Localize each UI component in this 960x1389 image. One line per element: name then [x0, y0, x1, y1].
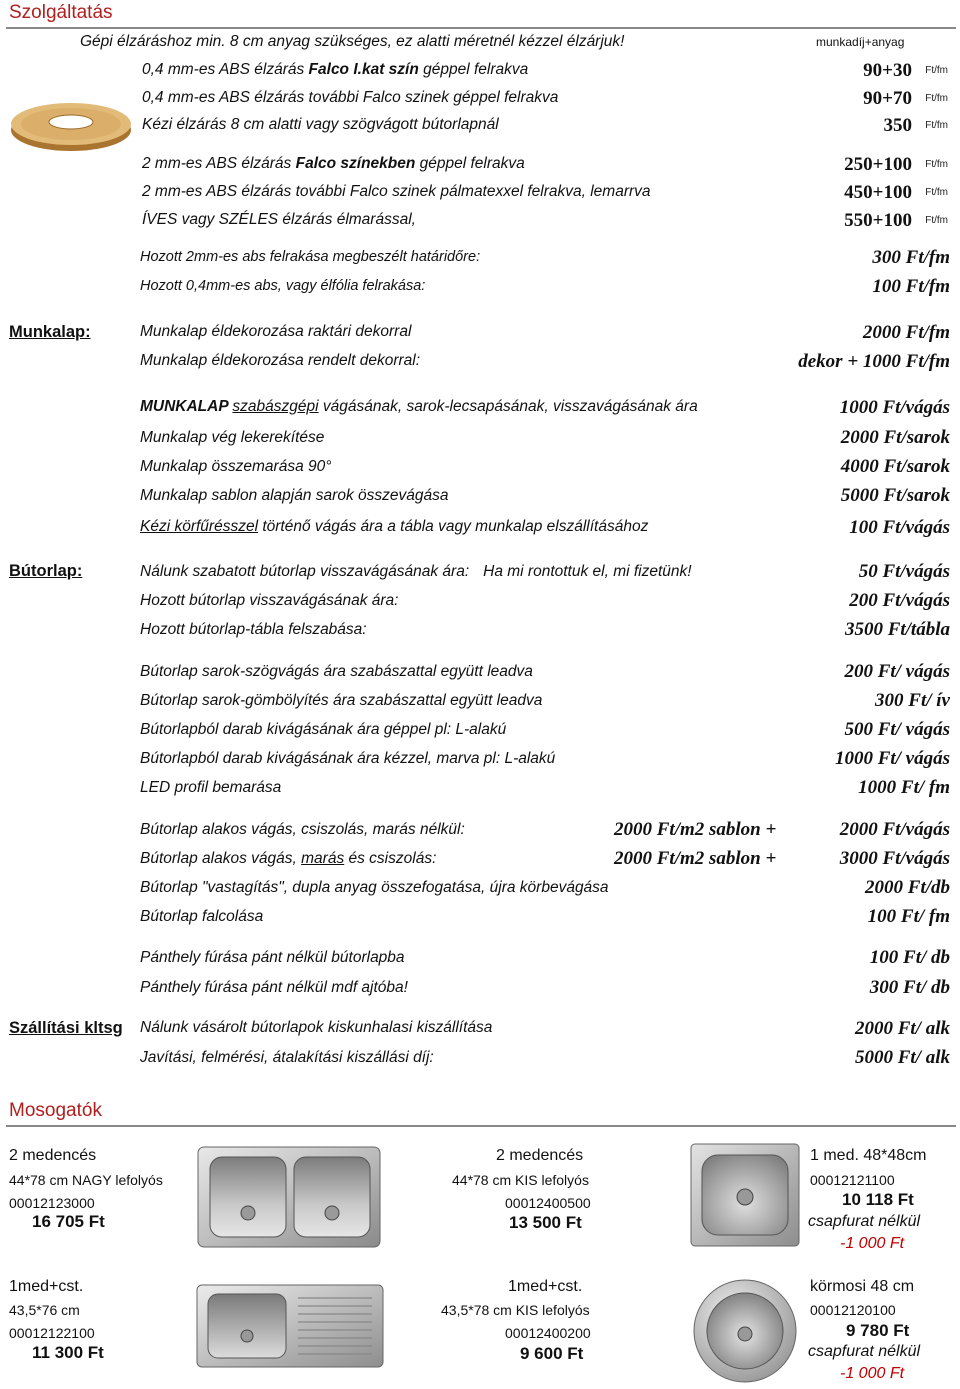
sink-with-drainer-image [194, 1282, 386, 1370]
sink-discount: -1 000 Ft [840, 1365, 905, 1382]
service-price: 1000 Ft/ vágás [834, 748, 950, 769]
service-price: 2000 Ft/db [865, 877, 950, 898]
sink-code: 00012400500 [505, 1195, 591, 1211]
template-price: 2000 Ft/m2 sablon + [614, 848, 777, 869]
service-row: Bútorlap sarok-gömbölyítés ára szabászattal együtt leadva [140, 692, 543, 709]
edging-price-3: 350 [883, 115, 912, 136]
service-row: Munkalap éldekorozása raktári dekorral [140, 323, 412, 340]
service-row: Nálunk szabatott bútorlap visszavágásának ára: Ha mi rontottuk el, mi fizetünk! [140, 563, 692, 580]
service-row: Hozott 0,4mm-es abs, vagy élfólia felrakása: [140, 278, 426, 294]
service-row: Kézi körfűrésszel történő vágás ára a tábla vagy munkalap elszállításához [140, 518, 649, 535]
edging-row-4: 2 mm-es ABS élzárás Falco színekben géppel felrakva [142, 155, 525, 172]
edging-price-4: 250+100 [844, 154, 912, 175]
service-price: 50 Ft/vágás [858, 561, 950, 582]
edging-price-6: 550+100 [844, 210, 912, 231]
service-price: 500 Ft/ vágás [844, 719, 950, 740]
sink-code: 00012123000 [9, 1195, 95, 1211]
service-price: dekor + 1000 Ft/fm [798, 351, 950, 372]
service-row: Nálunk vásárolt bútorlapok kiskunhalasi kiszállítása [140, 1019, 493, 1036]
sink-size: 44*78 cm KIS lefolyós [452, 1172, 589, 1188]
round-sink-image [690, 1278, 800, 1384]
edging-note: Gépi élzáráshoz min. 8 cm anyag szükséges, ez alatti méretnél kézzel élzárjuk! [80, 33, 625, 50]
unit-label: Ft/fm [925, 93, 948, 104]
edging-price-1: 90+30 [863, 60, 912, 81]
sink-size: 43,5*78 cm KIS lefolyós [441, 1302, 590, 1318]
sink-size: 44*78 cm NAGY lefolyós [9, 1172, 163, 1188]
service-row: Munkalap éldekorozása rendelt dekorral: [140, 352, 421, 369]
sink-name: 2 medencés [9, 1147, 97, 1164]
sink-code: 00012122100 [9, 1325, 95, 1341]
service-price: 300 Ft/fm [872, 247, 950, 268]
sink-name: 1med+cst. [508, 1278, 583, 1295]
template-price: 2000 Ft/m2 sablon + [614, 819, 777, 840]
service-row: Pánthely fúrása pánt nélkül bútorlapba [140, 949, 405, 966]
edging-price-2: 90+70 [863, 88, 912, 109]
service-price: 1000 Ft/vágás [839, 397, 950, 418]
unit-label: Ft/fm [925, 215, 948, 226]
service-row: Munkalap vég lekerekítése [140, 429, 325, 446]
service-row: Hozott 2mm-es abs felrakása megbeszélt határidőre: [140, 249, 481, 265]
double-sink-image [194, 1143, 384, 1251]
sink-code: 00012121100 [810, 1172, 895, 1188]
service-price: 5000 Ft/ alk [854, 1047, 950, 1068]
sink-price: 16 705 Ft [32, 1212, 105, 1231]
edging-row-2: 0,4 mm-es ABS élzárás további Falco szinek géppel felrakva [142, 89, 559, 106]
service-price: 300 Ft/ db [869, 977, 950, 998]
service-price: 2000 Ft/sarok [840, 427, 950, 448]
service-row: MUNKALAP szabászgépi vágásának, sarok-lecsapásának, visszavágásának ára [140, 398, 698, 415]
service-price: 100 Ft/ db [869, 947, 950, 968]
service-row: Hozott bútorlap visszavágásának ára: [140, 592, 399, 609]
service-row: LED profil bemarása [140, 779, 282, 796]
sink-price: 9 600 Ft [520, 1344, 584, 1363]
service-row: Munkalap sablon alapján sarok összevágása [140, 487, 449, 504]
service-row: Pánthely fúrása pánt nélkül mdf ajtóba! [140, 979, 408, 996]
unit-label: Ft/fm [925, 187, 948, 198]
service-price: 2000 Ft/vágás [839, 819, 950, 840]
sink-price: 11 300 Ft [32, 1343, 104, 1362]
service-price: 100 Ft/vágás [849, 517, 950, 538]
service-price: 4000 Ft/sarok [840, 456, 950, 477]
service-price: 2000 Ft/ alk [854, 1018, 950, 1039]
sink-price: 9 780 Ft [846, 1321, 910, 1340]
unit-label: Ft/fm [925, 120, 948, 131]
sink-note: csapfurat nélkül [808, 1343, 921, 1360]
service-price: 2000 Ft/fm [862, 322, 950, 343]
sink-note: csapfurat nélkül [808, 1213, 921, 1230]
service-row: Hozott bútorlap-tábla felszabása: [140, 621, 367, 638]
edging-row-1: 0,4 mm-es ABS élzárás Falco I.kat szín géppel felrakva [142, 61, 529, 78]
sink-name: 2 medencés [496, 1147, 584, 1164]
single-square-sink-image [688, 1141, 802, 1249]
edging-row-5: 2 mm-es ABS élzárás további Falco szinek pálmatexxel felrakva, lemarrva [142, 183, 651, 200]
unit-label: Ft/fm [925, 65, 948, 76]
section-divider [6, 27, 956, 29]
service-price: 200 Ft/ vágás [844, 661, 950, 682]
service-row: Bútorlapból darab kivágásának ára géppel pl: L-alakú [140, 721, 507, 738]
section-label-butorlap: Bútorlap: [9, 562, 83, 580]
service-price: 5000 Ft/sarok [840, 485, 950, 506]
service-row: Bútorlap falcolása [140, 908, 264, 925]
service-row: Bútorlapból darab kivágásának ára kézzel, marva pl: L-alakú [140, 750, 556, 767]
sink-code: 00012400200 [505, 1325, 591, 1341]
sink-name: 1 med. 48*48cm [810, 1147, 927, 1164]
column-header: munkadíj+anyag [816, 35, 905, 49]
sink-size: 43,5*76 cm [9, 1302, 80, 1318]
section-label-munkalap: Munkalap: [9, 323, 91, 341]
service-price: 3500 Ft/tábla [844, 619, 950, 640]
service-row: Bútorlap sarok-szögvágás ára szabászattal együtt leadva [140, 663, 533, 680]
service-row: Bútorlap "vastagítás", dupla anyag összefogatása, újra körbevágása [140, 879, 609, 896]
service-price: 1000 Ft/ fm [858, 777, 950, 798]
edge-banding-roll-image [8, 97, 134, 153]
section-title-mosogatok: Mosogatók [9, 1100, 102, 1121]
sink-name: körmosi 48 cm [810, 1278, 915, 1295]
service-price: 200 Ft/vágás [849, 590, 950, 611]
unit-label: Ft/fm [925, 159, 948, 170]
sink-code: 00012120100 [810, 1302, 896, 1318]
section-divider [6, 1125, 956, 1127]
service-price: 300 Ft/ ív [875, 690, 950, 711]
sink-price: 10 118 Ft [842, 1190, 914, 1209]
sink-name: 1med+cst. [9, 1278, 84, 1295]
edging-row-3: Kézi élzárás 8 cm alatti vagy szögvágott bútorlapnál [142, 116, 499, 133]
service-row: Munkalap összemarása 90° [140, 458, 332, 475]
edging-row-6: ÍVES vagy SZÉLES élzárás élmarással, [142, 211, 416, 228]
edging-price-5: 450+100 [844, 182, 912, 203]
service-row: Bútorlap alakos vágás, marás és csiszolás: [140, 850, 437, 867]
sink-price: 13 500 Ft [509, 1213, 582, 1232]
section-title-szolgaltatas: Szolgáltatás [9, 2, 113, 23]
service-price: 100 Ft/ fm [867, 906, 950, 927]
section-label-szallitas: Szállítási kltsg [9, 1019, 123, 1037]
sink-discount: -1 000 Ft [840, 1235, 905, 1252]
service-row: Javítási, felmérési, átalakítási kiszállási díj: [140, 1049, 434, 1066]
service-price: 3000 Ft/vágás [839, 848, 950, 869]
service-row: Bútorlap alakos vágás, csiszolás, marás nélkül: [140, 821, 465, 838]
service-price: 100 Ft/fm [872, 276, 950, 297]
